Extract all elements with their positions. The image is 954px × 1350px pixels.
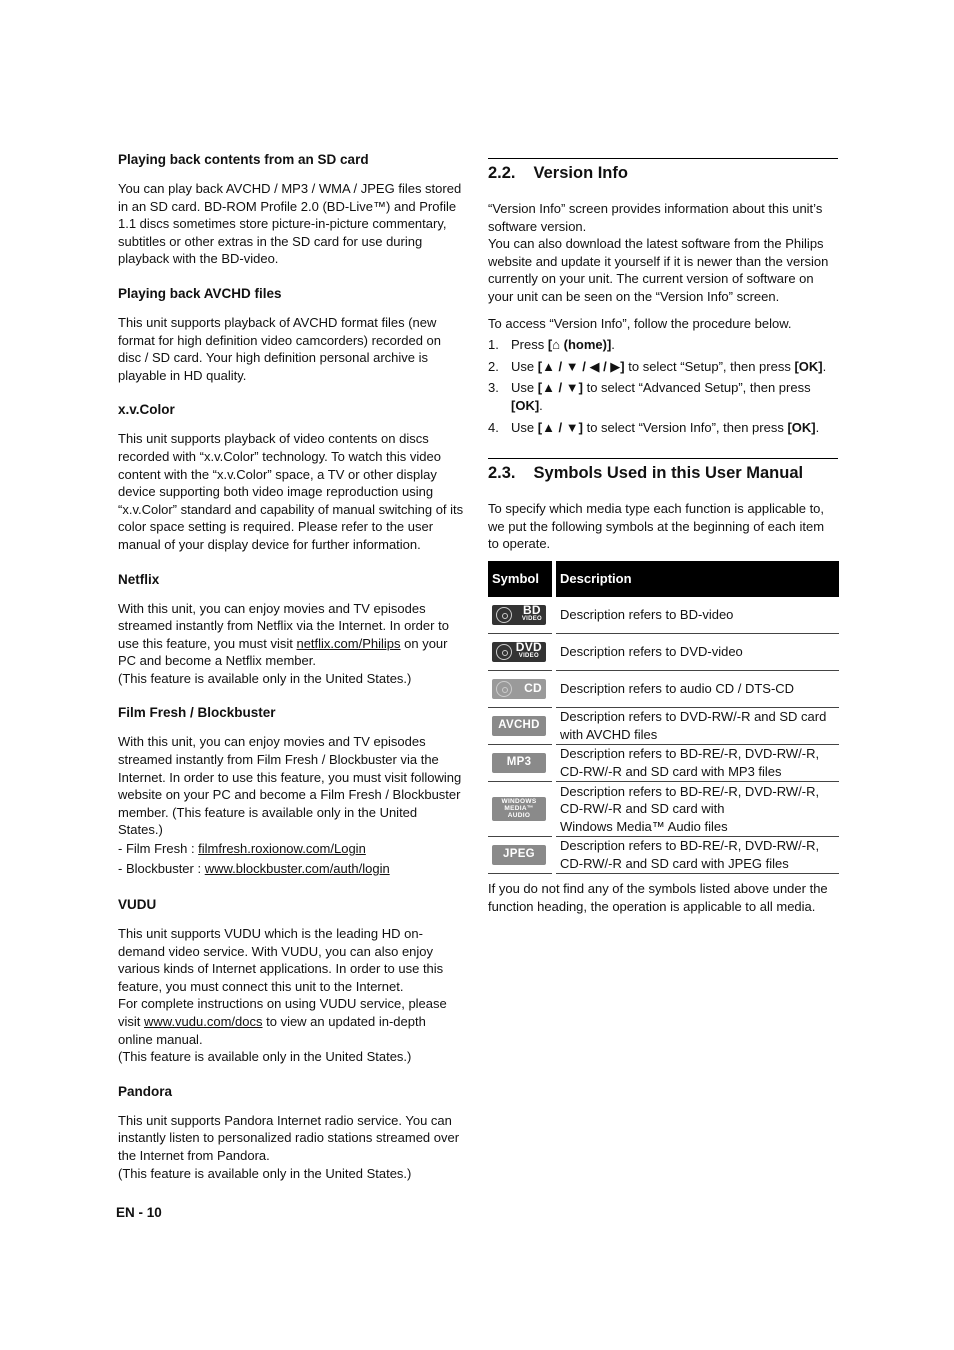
badge-label: DVD (515, 639, 542, 654)
step-part: to select “Setup”, then press (624, 358, 795, 374)
ok-key: [OK] (794, 358, 823, 374)
dvd-video-icon (492, 639, 546, 662)
step-number: 1. (488, 337, 499, 353)
section-filmfresh (118, 703, 464, 879)
ok-key: [OK] (511, 397, 540, 413)
table-row (488, 670, 839, 707)
list-item-label: - Blockbuster : (118, 861, 205, 877)
symbol-cell (488, 670, 554, 707)
step-part: Use (511, 380, 538, 396)
section-netflix (118, 570, 464, 688)
step-number: 3. (488, 380, 499, 396)
text-filmfresh: With this unit, you can enjoy movies and TV episodes streamed instantly from Film Fresh / Blockbuster via the Internet. In order to use this feature, you must visit following website on your PC and become a Film Fresh / Blockbuster member. (This feature is available only in the United States.) (118, 734, 462, 838)
step-number: 4. (488, 419, 499, 435)
section-version-info (488, 158, 838, 436)
text-symbols-outro: If you do not find any of the symbols listed above under the function heading, the operation is applicable to all media. (488, 880, 828, 914)
step-part: Use (511, 358, 538, 374)
description-cell: Description refers to BD-video (554, 597, 839, 634)
section-pandora (118, 1082, 464, 1182)
text-vudu-2 (118, 995, 464, 1048)
link-blockbuster[interactable]: www.blockbuster.com/auth/login (204, 861, 390, 877)
link-vudu[interactable]: www.vudu.com/docs (144, 1014, 263, 1029)
heading-pandora: Pandora (118, 1083, 173, 1099)
disc-icon (496, 681, 512, 697)
symbol-cell (488, 836, 554, 873)
arrow-keys: [▲ / ▼] (537, 419, 583, 435)
text-symbols-intro: To specify which media type each function is applicable to, we put the following symbols at the beginning of each item to operate. (488, 501, 825, 552)
jpeg-icon: JPEG (492, 845, 546, 865)
heading-filmfresh: Film Fresh / Blockbuster (118, 705, 276, 721)
symbol-cell (488, 744, 554, 781)
step-part: . (815, 419, 820, 435)
section-title: Version Info (533, 164, 628, 182)
version-steps (488, 336, 838, 436)
table-row (488, 707, 839, 744)
symbol-cell (488, 781, 554, 836)
page-number: EN - 10 (116, 1205, 162, 1220)
text-pandora: This unit supports Pandora Internet radio service. You can instantly listen to personalized radio stations streamed over the Internet from Pandora. (118, 1112, 460, 1163)
text-sd-card: You can play back AVCHD / MP3 / WMA / JPEG files stored in an SD card. BD-ROM Profile 2.0 (BD-Live™) and Profile 1.1 discs sometimes store picture-in-picture commentary, subtitles or other extras in the SD card for use during playback with the BD-video. (118, 181, 462, 267)
symbol-cell (488, 633, 554, 670)
text-vudu-pre: For complete instructions on using VUDU service, please visit (118, 996, 447, 1029)
description-cell: Description refers to DVD-RW/-R and SD card with AVCHD files (554, 707, 839, 744)
ok-key: [OK] (787, 419, 816, 435)
description-line: Windows Media™ Audio files (560, 818, 728, 834)
table-row (488, 836, 839, 873)
filmfresh-links (118, 839, 464, 879)
link-filmfresh[interactable]: filmfresh.roxionow.com/Login (198, 841, 366, 857)
heading-netflix: Netflix (118, 571, 160, 587)
step-number: 2. (488, 358, 499, 374)
table-row (488, 633, 839, 670)
text-version-1: “Version Info” screen provides information about this unit’s software version. (488, 201, 823, 234)
badge-label: BD (522, 602, 541, 617)
disc-icon (496, 607, 512, 623)
table-row (488, 597, 839, 634)
step-part: to select “Version Info”, then press (582, 419, 788, 435)
mp3-icon: MP3 (492, 753, 546, 773)
text-netflix (118, 600, 464, 670)
section-symbols (488, 458, 838, 915)
step-part: . (539, 397, 543, 413)
link-netflix[interactable]: netflix.com/Philips (296, 635, 401, 651)
cd-icon (492, 679, 546, 699)
text-version-2: You can also download the latest software from the Philips website and update it yourself if it is newer than the version currently on your unit. The current version of software on your unit can be seen on the “Version Info” screen. (488, 236, 829, 304)
note-vudu: (This feature is available only in the United States.) (118, 1049, 412, 1065)
description-cell: Description refers to BD-RE/-R, DVD-RW/-R, CD-RW/-R and SD card with JPEG files (554, 836, 839, 873)
step-part: . (611, 337, 615, 353)
text-xvcolor: This unit supports playback of video contents on discs recorded with “x.v.Color” technology. To watch this video content with the “x.v.Color” space, a TV or other display device supporting both video image reproduction using “x.v.Color” standard and capability of manual switching of its color space setting is required. Please refer to the user manual of your display device for further information. (118, 431, 464, 552)
text-vudu: This unit supports VUDU which is the leading HD on-demand video service. With VUDU, you can also enjoy various kinds of Internet applications. In order to use this feature, you must connect this unit to the Internet. (118, 926, 444, 994)
section-header-version (488, 158, 838, 184)
step-text (511, 358, 826, 376)
step-text (511, 379, 838, 414)
column-header-description: Description (554, 561, 839, 597)
badge-line: MEDIA™ (504, 805, 534, 813)
description-cell: Description refers to BD-RE/-R, DVD-RW/-R, CD-RW/-R and SD card with MP3 files (554, 744, 839, 781)
step-text (511, 419, 819, 437)
bd-video-icon (492, 602, 546, 625)
section-number: 2.3. (488, 464, 516, 483)
step-text (511, 336, 615, 354)
symbol-cell (488, 597, 554, 634)
section-avchd (118, 284, 464, 384)
section-number: 2.2. (488, 164, 516, 182)
heading-avchd: Playing back AVCHD files (118, 285, 282, 301)
section-vudu (118, 895, 464, 1066)
home-key: [⌂ (home)] (547, 337, 612, 353)
badge-sublabel: VIDEO (521, 615, 542, 622)
table-row (488, 744, 839, 781)
section-xvcolor (118, 400, 464, 553)
arrow-keys: [▲ / ▼ / ◀ / ▶] (537, 358, 625, 374)
step-part: to select “Advanced Setup”, then press (582, 380, 811, 396)
text-netflix-pre: With this unit, you can enjoy movies and TV episodes streamed instantly from Netflix via the Internet. In order to use this feature, you must visit (118, 600, 449, 651)
left-column (118, 150, 464, 1198)
badge-sublabel: VIDEO (518, 652, 539, 659)
description-cell: Description refers to DVD-video (554, 633, 839, 670)
list-item (488, 419, 838, 437)
step-part: . (822, 358, 827, 374)
section-header-symbols (488, 458, 838, 484)
step-part: Use (511, 419, 538, 435)
text-version-3: To access “Version Info”, follow the procedure below. (488, 315, 792, 331)
heading-vudu: VUDU (118, 897, 157, 913)
avchd-icon: AVCHD (492, 716, 546, 736)
arrow-keys: [▲ / ▼] (537, 380, 583, 396)
description-line: Description refers to BD-RE/-R, DVD-RW/-R, CD-RW/-R and SD card with (560, 783, 820, 817)
description-cell (554, 781, 839, 836)
symbols-table (488, 561, 839, 874)
list-item (118, 859, 464, 879)
text-netflix-post: on your PC and become a Netflix member. (118, 635, 448, 669)
badge-line: WINDOWS (501, 798, 537, 806)
table-row (488, 781, 839, 836)
badge-line: AUDIO (507, 812, 531, 820)
text-vudu-post: to view an updated in-depth online manual. (118, 1014, 426, 1047)
step-part: Press (511, 337, 548, 353)
list-item (488, 336, 838, 354)
note-netflix: (This feature is available only in the United States.) (118, 670, 412, 686)
table-header-row (488, 561, 839, 597)
symbol-cell (488, 707, 554, 744)
note-pandora: (This feature is available only in the United States.) (118, 1165, 412, 1181)
section-sd-card (118, 150, 464, 268)
heading-xvcolor: x.v.Color (118, 402, 175, 418)
text-avchd: This unit supports playback of AVCHD format files (new format for high definition video camcorders) recorded on disc / SD card. Your high definition personal archive is playable in HD quality. (118, 314, 441, 383)
right-column (488, 150, 838, 915)
description-cell: Description refers to audio CD / DTS-CD (554, 670, 839, 707)
list-item-label: - Film Fresh : (118, 841, 199, 857)
list-item (488, 358, 838, 376)
heading-sd-card: Playing back contents from an SD card (118, 152, 369, 167)
windows-media-audio-icon (492, 797, 546, 821)
list-item (488, 379, 838, 414)
badge-label: CD (524, 681, 542, 696)
list-item (118, 839, 464, 859)
disc-icon (496, 644, 512, 660)
column-header-symbol: Symbol (488, 561, 554, 597)
section-title: Symbols Used in this User Manual (533, 464, 804, 483)
